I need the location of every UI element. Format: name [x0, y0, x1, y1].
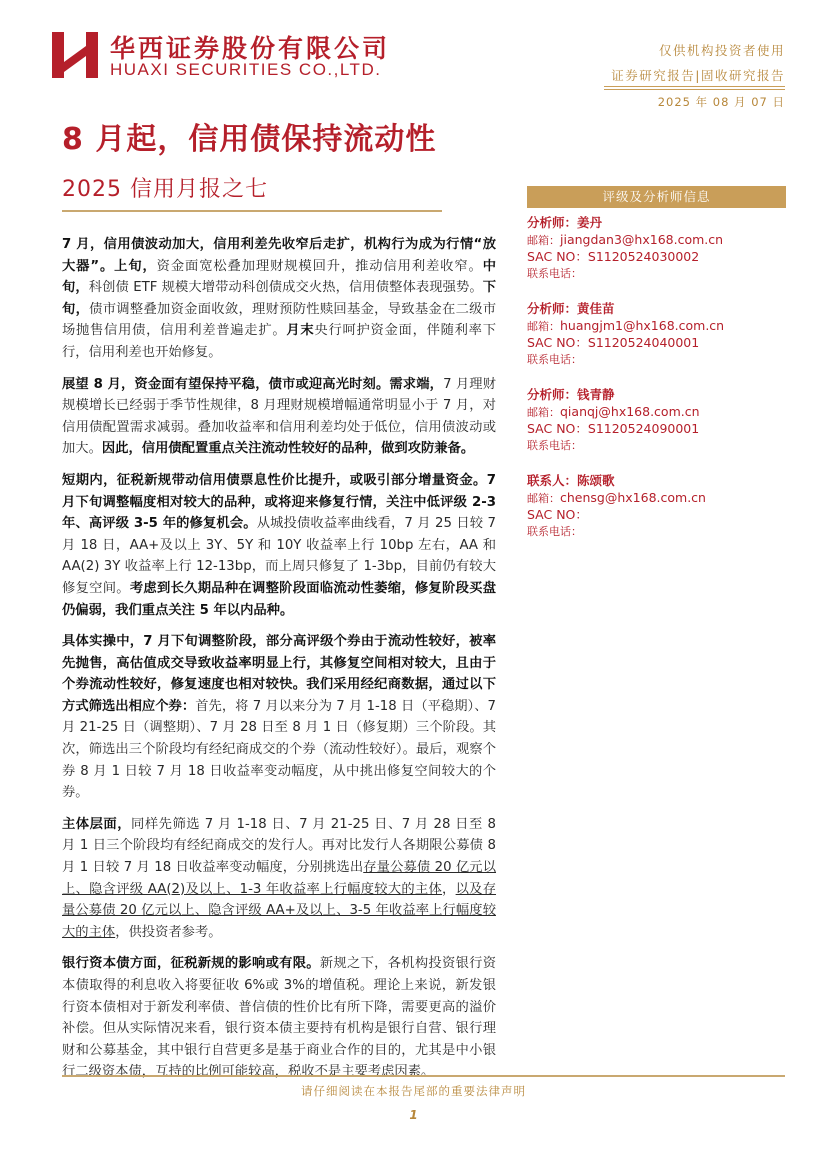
- report-subtitle: 2025 信用月报之七: [62, 177, 268, 202]
- paragraph-bank-capital-bonds: 银行资本债方面，征税新规的影响或有限。新规之下，各机构投资银行资本债取得的利息收入将要征收 6%或 3%的增值税。理论上来说，新发银行资本债相对于新发利率债、普信债的性价比有所下降，需要更高的溢价补偿。但从实际情况来看，银行资本债主要持有机构是银行自营、银行理财和公募基金，其中银行自营更多是基于商业合作的目的，尤其是中小银行二级资本债，互持的比例可能较高，税收不是主要考虑因素。: [62, 956, 497, 1080]
- page-number: 1: [409, 1108, 418, 1122]
- report-title: 8 月起，信用债保持流动性: [62, 122, 437, 157]
- analyst-email[interactable]: huangjm1@hx168.com.cn: [560, 318, 725, 333]
- contact-name: 陈颂歌: [577, 473, 615, 488]
- analyst-name: 钱青静: [577, 387, 615, 402]
- analyst-card: 分析师：黄佳苗 邮箱：huangjm1@hx168.com.cn SAC NO：S1120524040001 联系电话：: [527, 301, 725, 366]
- legal-disclaimer: 请仔细阅读在本报告尾部的重要法律声明: [301, 1084, 526, 1098]
- paragraph-short-term: 短期内，征税新规带动信用债票息性价比提升，或吸引部分增量资金。7 月下旬调整幅度相对较大的品种，或将迎来修复行情，关注中低评级 2-3 年、高评级 3-5 年的修复机会。从城投债收益率曲线看，7 月 25 日较 7 月 18 日，AA+及以上 3Y、5Y 和 10Y 收益率上行 10bp 左右，AA 和 AA(2) 3Y 收益率上行 12-13bp，而上周只修复了 1-3bp，目前仍有较大修复空间。考虑到长久期品种在调整阶段面临流动性萎缩，修复阶段买盘仍偏弱，我们重点关注 5 年以内品种。: [62, 472, 497, 618]
- subtitle-divider: [62, 210, 442, 212]
- company-name-cn: 华西证券股份有限公司: [110, 34, 391, 63]
- report-type: 证券研究报告|固收研究报告: [611, 68, 785, 83]
- paragraph-issuer-level: 主体层面，同样先筛选 7 月 1-18 日、7 月 21-25 日、7 月 28 日至 8 月 1 日三个阶段均有经纪商成交的发行人。再对比发行人各期限公募债 8 月 1 日较 7 月 18 日收益率变动幅度，分别挑选出存量公募债 20 亿元以上、隐含评级 AA(2)及以上、1-3 年收益率上行幅度较大的主体，以及存量公募债 20 亿元以上、隐含评级 AA+及以上、3-5 年收益率上行幅度较大的主体，供投资者参考。: [62, 816, 497, 940]
- analyst-name: 姜丹: [577, 215, 603, 230]
- company-name-en: HUAXI SECURITIES CO.,LTD.: [110, 60, 382, 79]
- header-divider-2: [604, 89, 785, 90]
- report-date: 2025 年 08 月 07 日: [657, 95, 785, 109]
- report-body: [62, 234, 496, 1093]
- footer-divider: [62, 1075, 785, 1077]
- huaxi-logo-icon: [52, 32, 98, 78]
- header-divider: [604, 86, 785, 87]
- contact-email[interactable]: chensg@hx168.com.cn: [560, 490, 706, 505]
- paragraph-implementation: 具体实操中，7 月下旬调整阶段，部分高评级个券由于流动性较好，被率先抛售，高估值成交导致收益率明显上行，其修复空间相对较大，且由于个券流动性较好，修复速度也相对较快。我们采用经纪商数据，通过以下方式筛选出相应个券：首先，将 7 月以来分为 7 月 1-18 日（平稳期）、7 月 21-25 日（调整期）、7 月 28 日至 8 月 1 日（修复期）三个阶段。其次，筛选出三个阶段均有经纪商成交的个券（流动性较好）。最后，观察个券 8 月 1 日较 7 月 18 日收益率变动幅度，从中挑出修复空间较大的个券。: [62, 634, 496, 801]
- paragraph-august-outlook: 展望 8 月，资金面有望保持平稳，债市或迎高光时刻。需求端，7 月理财规模增长已经弱于季节性规律，8 月理财规模增幅通常明显小于 7 月，对信用债配置需求减弱。叠加收益率和信用利差均处于低位，信用债波动或加大。因此，信用债配置重点关注流动性较好的品种，做到攻防兼备。: [62, 376, 497, 457]
- analyst-email[interactable]: qianqj@hx168.com.cn: [560, 404, 700, 419]
- analyst-sidebar: [527, 186, 786, 558]
- analyst-sac: S1120524090001: [587, 421, 700, 436]
- distribution-note: 仅供机构投资者使用: [658, 43, 785, 58]
- analyst-card: 分析师：姜丹 邮箱：jiangdan3@hx168.com.cn SAC NO：S1120524030002 联系电话：: [527, 215, 724, 280]
- analyst-email[interactable]: jiangdan3@hx168.com.cn: [560, 232, 724, 247]
- analyst-sac: S1120524040001: [587, 335, 700, 350]
- analyst-name: 黄佳苗: [577, 301, 615, 316]
- contact-card: 联系人：陈颂歌 邮箱：chensg@hx168.com.cn SAC NO： 联系电话：: [527, 473, 706, 538]
- analyst-sac: S1120524030002: [587, 249, 700, 264]
- analyst-card: 分析师：钱青静 邮箱：qianqj@hx168.com.cn SAC NO：S1120524090001 联系电话：: [527, 387, 700, 452]
- paragraph-july-review: 7 月，信用债波动加大，信用利差先收窄后走扩，机构行为成为行情“放大器”。上旬，资金面宽松叠加理财规模回升，推动信用利差收窄。中旬，科创债 ETF 规模大增带动科创债成交火热，信用债整体表现强势。下旬，债市调整叠加资金面收敛，理财预防性赎回基金，导致基金在二级市场抛售信用债，信用利差普遍走扩。月末央行呵护资金面，伴随利率下行，信用利差也开始修复。: [62, 237, 497, 360]
- sidebar-heading: 评级及分析师信息: [527, 186, 786, 208]
